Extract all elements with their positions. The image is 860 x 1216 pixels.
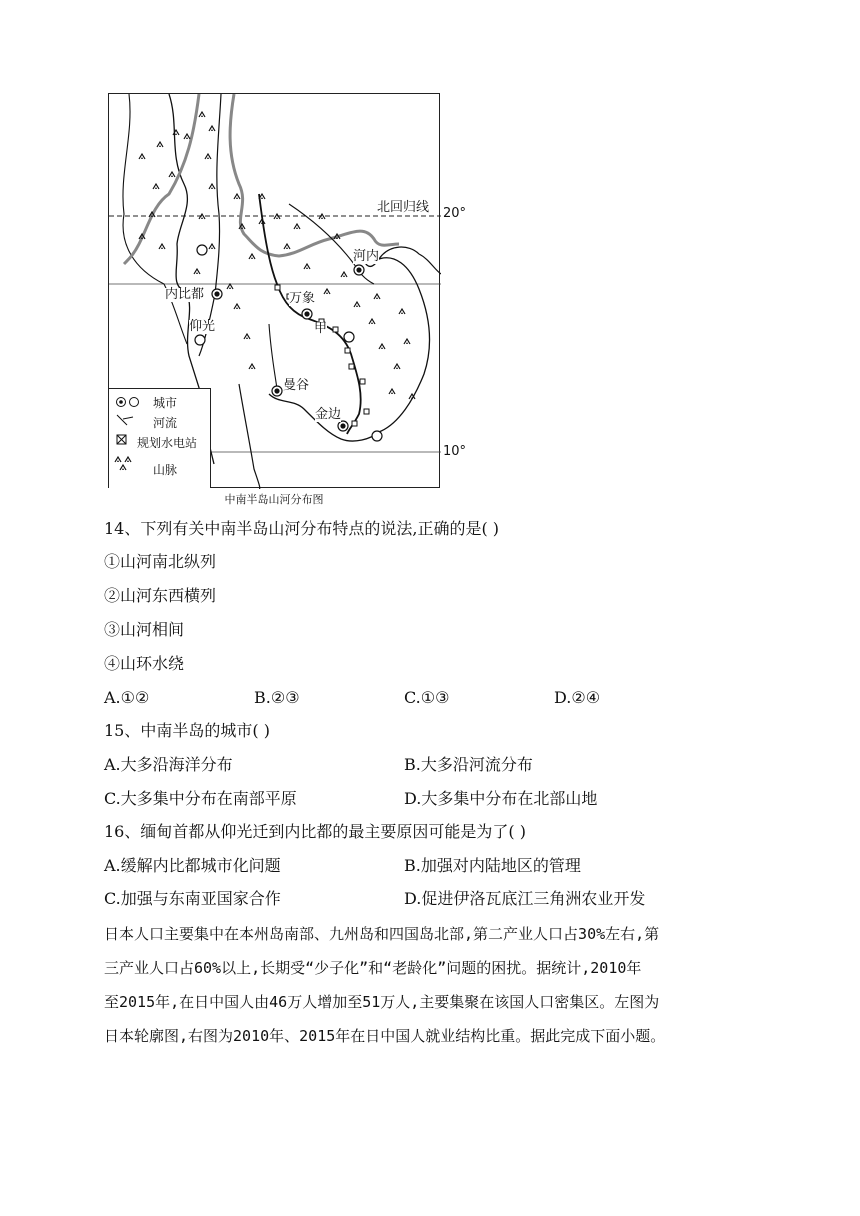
passage-line-4: 日本轮廓图,右图为2010年、2015年在日中国人就业结构比重。据此完成下面小题。 [104,1027,666,1045]
coast-gulf-tonkin [379,247,441,274]
q15-option-c[interactable]: C.大多集中分布在南部平原 [104,789,297,808]
passage-line-1: 日本人口主要集中在本州岛南部、九州岛和四国岛北部,第二产业人口占30%左右,第 [104,925,660,943]
q14-item-1: ①山河南北纵列 [104,552,217,571]
q14-item-3: ③山河相间 [104,620,185,639]
legend-city: 城市 [153,396,178,410]
q14-item-4: ④山环水绕 [104,654,185,673]
q14-option-c[interactable]: C.①③ [404,688,450,707]
coast-east [269,249,429,441]
city-label-phnom-penh: 金边 [315,407,342,422]
city-label-hanoi: 河内 [353,249,380,264]
q15-stem: 15、中南半岛的城市( ) [104,721,270,740]
tropic-label: 北回归线 [377,200,430,215]
map-legend [109,388,211,488]
q15-option-a[interactable]: A.大多沿海洋分布 [104,755,233,774]
city-label-yangon: 仰光 [189,319,216,334]
latitude-10-label: 10° [443,444,467,459]
legend-mountain: 山脉 [153,463,178,477]
city-label-jia: 甲 [314,321,328,336]
city-markers [195,245,382,441]
q16-option-a[interactable]: A.缓解内比都城市化问题 [104,856,281,875]
q16-option-d[interactable]: D.促进伊洛瓦底江三角洲农业开发 [404,889,646,908]
passage-line-2: 三产业人口占60%以上,长期受“少子化”和“老龄化”问题的困扰。据统计,2010年 [104,959,642,977]
q16-stem: 16、缅甸首都从仰光迁到内比都的最主要原因可能是为了( ) [104,822,526,841]
city-label-vientiane: 万象 [289,291,316,306]
q15-option-d[interactable]: D.大多集中分布在北部山地 [404,789,598,808]
passage-line-3: 至2015年,在日中国人由46万人增加至51万人,主要集聚在该国人口密集区。左图为 [104,993,660,1011]
border-north [124,94,199,264]
latitude-20-label: 20° [443,206,467,221]
passage [104,924,754,1060]
coast-peninsula [239,384,260,489]
legend-hydro: 规划水电站 [137,436,198,450]
city-label-naypyidaw: 内比都 [165,287,205,302]
q16-option-b[interactable]: B.加强对内陆地区的管理 [404,856,581,875]
q14-stem: 14、下列有关中南半岛山河分布特点的说法,正确的是( ) [104,519,500,538]
map-figure [108,93,440,506]
q14-option-b[interactable]: B.②③ [254,688,300,707]
map-caption: 中南半岛山河分布图 [224,493,324,506]
q14-option-a[interactable]: A.①② [104,688,150,707]
river-chao-phraya [269,324,277,389]
border-laos [230,94,399,256]
q16-option-c[interactable]: C.加强与东南亚国家合作 [104,889,281,908]
legend-river: 河流 [153,416,178,430]
q14-item-2: ②山河东西横列 [104,586,217,605]
city-label-bangkok: 曼谷 [283,378,310,393]
q15-option-b[interactable]: B.大多沿河流分布 [404,755,533,774]
q14-option-d[interactable]: D.②④ [554,688,601,707]
river-irrawaddy [199,94,221,356]
